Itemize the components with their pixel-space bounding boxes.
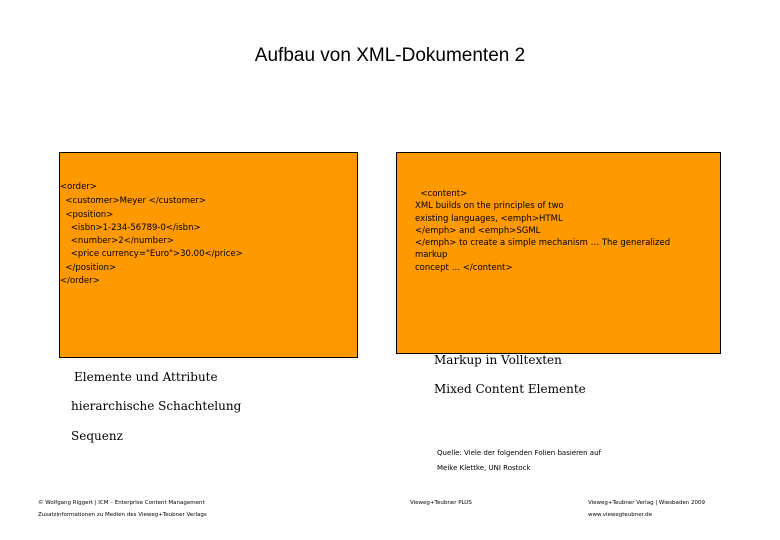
xml-code-line: <number>2</number> — [60, 236, 174, 246]
mixed-code-line: XML builds on the principles of two — [415, 201, 564, 212]
xml-code-line: <customer>Meyer </customer> — [60, 196, 206, 206]
footer-url: www.viewegteubner.de — [588, 512, 653, 518]
source-note-line2: Meike Klettke, UNI Rostock — [437, 464, 531, 472]
point-markup-fulltext: Markup in Volltexten — [434, 353, 562, 367]
mixed-content-code — [415, 188, 705, 274]
point-mixed-content: Mixed Content Elemente — [434, 382, 586, 396]
xml-code-line: </order> — [60, 276, 100, 286]
mixed-code-line: </emph> and <emph>SGML — [415, 225, 541, 236]
mixed-code-line: </emph> to create a simple mechanism … The generalized markup — [415, 238, 671, 261]
footer-info: Zusatzinformationen zu Medien des Vieweg+Teubner Verlags — [38, 512, 207, 518]
mixed-code-line: existing languages, <emph>HTML — [415, 213, 563, 224]
footer-center: Vieweg+Teubner PLUS — [410, 500, 472, 506]
mixed-code-line: <content> — [415, 189, 468, 199]
mixed-code-line: concept … </content> — [415, 262, 513, 273]
point-sequence: Sequenz — [71, 429, 123, 443]
slide-title: Aufbau von XML-Dokumenten 2 — [254, 45, 526, 66]
point-hierarchical-nesting: hierarchische Schachtelung — [71, 399, 242, 413]
xml-code-line: <price currency="Euro">30.00</price> — [60, 249, 243, 259]
xml-code-line: <order> — [60, 182, 97, 192]
xml-code-line: </position> — [60, 263, 117, 273]
point-elements-attributes: Elemente und Attribute — [74, 370, 218, 384]
footer-publisher: Vieweg+Teubner Verlag | Wiesbaden 2009 — [588, 500, 705, 506]
source-note-line1: Quelle: Viele der folgenden Folien basieren auf — [437, 449, 601, 457]
xml-code-line: <isbn>1-234-56789-0</isbn> — [60, 223, 201, 233]
xml-code-line: <position> — [60, 210, 114, 220]
footer-copyright: © Wolfgang Riggert | ICM – Enterprise Content Management — [38, 500, 205, 506]
